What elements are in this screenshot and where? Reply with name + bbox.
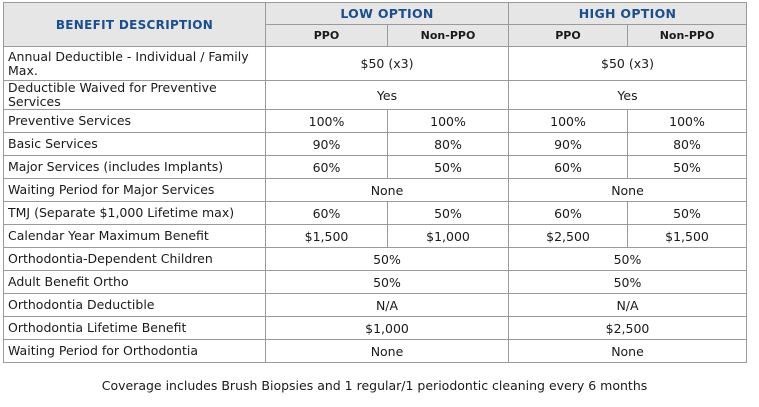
table-row [4, 271, 747, 294]
table-row [4, 110, 747, 133]
low-option-value: 50% [266, 271, 509, 294]
low-option-value: $50 (x3) [266, 47, 509, 81]
header-low-non-ppo: Non-PPO [388, 25, 509, 47]
header-low-ppo: PPO [266, 25, 388, 47]
low-ppo-value: 60% [266, 202, 388, 225]
low-option-value: N/A [266, 294, 509, 317]
low-non-ppo-value: $1,000 [388, 225, 509, 248]
table-row [4, 133, 747, 156]
low-ppo-value: 60% [266, 156, 388, 179]
table-row [4, 317, 747, 340]
high-option-value: None [509, 340, 747, 363]
low-non-ppo-value: 100% [388, 110, 509, 133]
high-ppo-value: 60% [509, 156, 628, 179]
high-non-ppo-value: 80% [628, 133, 747, 156]
low-option-value: 50% [266, 248, 509, 271]
row-label: Adult Benefit Ortho [4, 271, 266, 294]
row-label: Orthodontia Lifetime Benefit [4, 317, 266, 340]
table-row [4, 179, 747, 202]
high-option-value: $2,500 [509, 317, 747, 340]
benefits-table [3, 2, 747, 363]
table-row [4, 248, 747, 271]
low-non-ppo-value: 50% [388, 156, 509, 179]
table-row [4, 225, 747, 248]
table-row [4, 81, 747, 110]
table-row [4, 47, 747, 81]
row-label: Calendar Year Maximum Benefit [4, 225, 266, 248]
high-option-value: 50% [509, 271, 747, 294]
high-ppo-value: $2,500 [509, 225, 628, 248]
low-ppo-value: 100% [266, 110, 388, 133]
coverage-footnote: Coverage includes Brush Biopsies and 1 regular/1 periodontic cleaning every 6 months [101, 378, 648, 393]
high-option-value: Yes [509, 81, 747, 110]
high-option-value: None [509, 179, 747, 202]
high-non-ppo-value: 50% [628, 156, 747, 179]
row-label: Preventive Services [4, 110, 266, 133]
low-option-value: None [266, 340, 509, 363]
low-ppo-value: 90% [266, 133, 388, 156]
header-low-option: LOW OPTION [266, 3, 509, 25]
low-option-value: Yes [266, 81, 509, 110]
row-label: Annual Deductible - Individual / Family Max. [4, 47, 266, 81]
row-label: Basic Services [4, 133, 266, 156]
low-ppo-value: $1,500 [266, 225, 388, 248]
high-ppo-value: 100% [509, 110, 628, 133]
high-non-ppo-value: 100% [628, 110, 747, 133]
row-label: Waiting Period for Major Services [4, 179, 266, 202]
table-row [4, 340, 747, 363]
low-non-ppo-value: 50% [388, 202, 509, 225]
header-high-option: HIGH OPTION [509, 3, 747, 25]
table-row [4, 294, 747, 317]
low-option-value: None [266, 179, 509, 202]
row-label: Deductible Waived for Preventive Services [4, 81, 266, 110]
high-ppo-value: 60% [509, 202, 628, 225]
row-label: TMJ (Separate $1,000 Lifetime max) [4, 202, 266, 225]
header-high-ppo: PPO [509, 25, 628, 47]
high-option-value: $50 (x3) [509, 47, 747, 81]
row-label: Major Services (includes Implants) [4, 156, 266, 179]
table-row [4, 202, 747, 225]
row-label: Orthodontia Deductible [4, 294, 266, 317]
high-non-ppo-value: $1,500 [628, 225, 747, 248]
high-ppo-value: 90% [509, 133, 628, 156]
header-high-non-ppo: Non-PPO [628, 25, 747, 47]
high-option-value: 50% [509, 248, 747, 271]
high-non-ppo-value: 50% [628, 202, 747, 225]
header-benefit-description: BENEFIT DESCRIPTION [4, 3, 266, 47]
row-label: Orthodontia-Dependent Children [4, 248, 266, 271]
table-row [4, 156, 747, 179]
row-label: Waiting Period for Orthodontia [4, 340, 266, 363]
high-option-value: N/A [509, 294, 747, 317]
low-option-value: $1,000 [266, 317, 509, 340]
low-non-ppo-value: 80% [388, 133, 509, 156]
